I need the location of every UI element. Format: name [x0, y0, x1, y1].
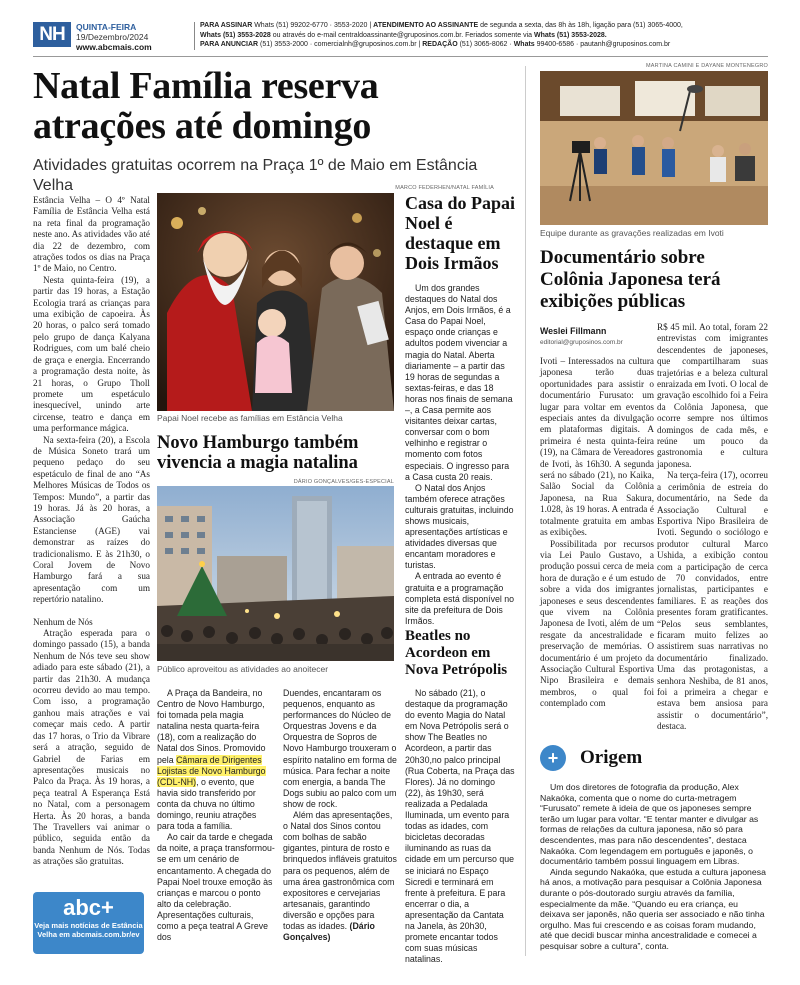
edition-date: 19/Dezembro/2024 — [76, 32, 149, 42]
nh-photo-credit: DÁRIO GONÇALVES/GES-ESPECIAL — [293, 479, 394, 485]
article-paragraph: A entrada ao evento é gratuita e a programação completa está disponível no site da prefeitura de Dois Irmãos. — [405, 571, 515, 626]
article-paragraph: O Natal dos Anjos também oferece atrações culturais gratuitas, incluindo shows musicais, apresentações artísticas e atividades diversas que encantam moradores e turistas. — [405, 482, 514, 571]
author-email[interactable]: editorial@gruposinos.com.br — [540, 339, 623, 346]
article-paragraph: R$ 45 mil. Ao total, foram 22 entrevistas com imigrantes descendentes de japoneses, que compartilharam suas trajetórias e a beleza cultural enraizada em Ivoti. O local de gravação escolhido foi a Feira da Colônia Japonesa, que ocorre sempre nos últimos domingos de cada mês, e reúne um pouco da gastronomia e cultura japonesa. — [657, 322, 768, 469]
doc-photo-credit: MARTINA CAMINI E DAYANE MONTENEGRO — [645, 63, 768, 69]
newsroom-whats-label: Whats — [513, 41, 535, 48]
edition-date-block — [76, 22, 152, 52]
article-paragraph: Na sexta-feira (20), a Escola de Música Soneto trará um pequeno pedaço do seu espetáculo de final de ano “As Melhores Músicas de Todos os Tempos: Mundo”, a partir das 19 horas. Já às 20 horas, a Associação Gaúcha Estanciense (AGE) vai demonstrar as raízes do tradicionalismo. E às 21h30, o Coral Jovem de Novo Hamburgo fará a sua apresentação com um repertório natalino. — [33, 434, 150, 605]
photo1-credit: MARCO FEDERHEN/NATAL FAMÍLIA — [395, 185, 494, 191]
origem-column — [540, 782, 768, 952]
natal-familia-column — [33, 195, 150, 868]
beatles-headline: Beatles no Acordeon em Nova Petrópolis — [405, 628, 508, 678]
newspaper-logo: NH — [33, 22, 71, 47]
article-paragraph: No sábado (21), o destaque da programação do evento Magia do Natal em Nova Petrópolis será o show The Beatles no Acordeon, a partir das 20h30,no palco principal (Rua Coberta, na Praça das Flores). Já no domingo (22), às 19h30, será realizada a Pedalada Iluminada, um evento para todas as idades, com bicicletas decoradas iluminando as ruas da cidade em um percurso que se iniciará no Espaço Sicredi e terminará em frente à prefeitura. E para encerrar o dia, a apresentação da Cantata na Janela, às 20h30, promete encantar todos com suas músicas natalinas. — [405, 688, 515, 965]
doc-column-2 — [657, 322, 768, 733]
santa-family-photo — [157, 193, 394, 411]
subscribe-contacts: Whats (51) 99202-6770 · 3553-2020 | — [252, 22, 374, 29]
contact-info — [200, 21, 780, 50]
nh-square-photo — [157, 486, 394, 661]
casa-headline: Casa do Papai Noel é destaque em Dois Irmãos — [405, 193, 516, 273]
photo1-caption: Papai Noel recebe as famílias em Estância Velha — [157, 413, 343, 423]
abc-brand: abc+ — [63, 895, 114, 920]
article-paragraph: Nesta quinta-feira (19), a partir das 19 horas, a Estação Ecologia trará as crianças para uma exibição de capoeira. Às 20 horas, o palco será tomado pelo grupo de dança Kalyana Rodrigues, com um balé cheio de graça e energia. Encerrando a programação desta noite, às 21 horas, o Grupo Tholl promete um espetáculo inesquecível, unindo arte circense, teatro e dança em uma performance mágica. — [33, 274, 150, 434]
advertise-contacts: (51) 3553-2000 · comercialnh@gruposinos.com.br | — [258, 41, 423, 48]
nh-photo-caption: Público aproveitou as atividades ao anoitecer — [157, 664, 329, 674]
article-paragraph: Um dos diretores de fotografia da produção, Alex Nakaóka, comenta que o nome do curta-metragem “Furusato” remete à ideia de que os japoneses sempre terão um lugar para voltar. “E tentar manter e divulgar as formas de relações da cultura japonesa, não só para descendentes, mas para não descendentes”, destaca Nakaóka. Com legendagem em português e japonês, o documentário também possui linguagem em Libras. — [540, 782, 759, 867]
newsroom-whats: 99400-6586 · pautanh@gruposinos.com.br — [534, 41, 671, 48]
article-paragraph: Duendes, encantaram os pequenos, enquanto as performances do Núcleo de Orquestras Jovens e da Orquestra de Sopros de Novo Hamburgo trouxeram o espírito natalino em forma de música. Para fechar a noite com energia, a banda The Dogs subiu ao palco com um show de rock. — [283, 688, 397, 809]
header-divider — [194, 22, 195, 50]
article-paragraph: Um dos grandes destaques do Natal dos Anjos, em Dois Irmãos, é a Casa do Papai Noel, espaço onde crianças e adultos podem vivenciar a magia do Natal. Aberta diariamente – a partir das 19 horas de segundas a sextas-feiras, e das 18 horas nos finais de semana –, a Casa permite aos visitantes deixar cartas, conversar com o bom velhinho e registrar o momento com fotos especiais. O ingresso para a Casa custa 20 reais. — [405, 283, 513, 482]
support-email: ou através do e-mail centraldoassinante@gruposinos.com.br. Feriados somente via — [270, 31, 534, 39]
article-paragraph: Possibilitada por recursos via Lei Paulo Gustavo, a produção possui cerca de meia hora de duração e é um estudo sobre a vida dos imigrantes japoneses e seus descendentes que vivem na Colônia Japonesa de Ivoti, além de um resgate da ancestralidade e preservação de memórias. O documentário é um projeto da Associação Cultural Esportiva Nipo Brasileira e demais membros, o qual foi contemplado com — [540, 538, 654, 709]
support-label: ATENDIMENTO AO ASSINANTE — [373, 22, 479, 29]
article-paragraph: Ao cair da tarde e chegada da noite, a praça transformou-se em um cenário de encantamento. A chegada do Papai Noel trouxe emoção às crianças e marcou o ponto alto da celebração. Apresentações culturais, como a peça teatral A Greve dos — [157, 832, 275, 943]
nh-column-b — [283, 688, 397, 943]
article-paragraph: Atração esperada para o domingo passado (15), a banda Nenhum de Nós teve seu show adiado para este sábado (21), a partir das 21h30. A mudança ocorreu devido ao mau tempo. Com isso, a programação ganhou mais atrações e vai começar mais cedo. A partir das 17 horas, o Trio da Vibrare será a atração, seguido de Gabriel de Farias em apresentações musicais no Palco da Praça. Às 19 horas, a peça teatral A Esperança Está no Natal, com a personagem Herta. Às 20 horas, a banda The Travellers vai animar o público, seguida então da banda Nenhum de Nós. Todas as atrações são gratuitas. — [33, 628, 150, 867]
header-rule — [33, 56, 768, 57]
newsroom-label: REDAÇÃO — [422, 41, 458, 48]
doc-photo-caption: Equipe durante as gravações realizadas em Ivoti — [540, 228, 724, 238]
article-paragraph: Estância Velha – O 4º Natal Família de Estância Velha está na reta final da programação neste ano. As atividades vão até dia 22 de dezembro, com atrações todos os dias na Praça 1º de Maio, no Centro. — [33, 195, 150, 274]
main-subheadline: Atividades gratuitas ocorrem na Praça 1º de Maio em Estância Velha — [33, 157, 478, 194]
article-paragraph: Ivoti – Interessados na cultura japonesa terão duas oportunidades para assistir o documentário Furusato: um lugar para voltar em eventos especiais antes da divulgação em plataformas digitais. A primeira é nesta quinta-feira (19), na Câmara de Vereadores de Ivoti, às 16h30. A segunda será no sábado (21), no Kaika, Salão Social da Colônia Japonesa, na Rua Sakura, 1.028, às 19 horas. A entrada é totalmente gratuita em ambas as exibições. — [540, 356, 654, 538]
main-headline: Natal Família reserva atrações até domingo — [33, 65, 379, 147]
site-url[interactable]: www.abcmais.com — [76, 42, 152, 52]
section-subtitle: Nenhum de Nós — [33, 616, 93, 627]
abc-promo-box[interactable] — [33, 892, 144, 954]
advertise-label: PARA ANUNCIAR — [200, 41, 259, 48]
doc-column-1 — [540, 356, 654, 710]
text-run: Além das apresentações, o Natal dos Sinos contou com bolhas de sabão gigantes, pintura de rosto e brinquedos infláveis gratuitos para os pequenos, além de uma área gastronômica com expositores e cervejarias artesanais, garantindo diversão e opções para todas as idades. — [283, 810, 397, 931]
subscribe-label: PARA ASSINAR — [200, 22, 253, 29]
beatles-column — [405, 688, 515, 965]
article-paragraph — [157, 688, 275, 832]
author-name: Weslei Fillmann — [540, 326, 607, 336]
text-run: A Praça da Bandeira, no Centro de Novo Hamburgo, foi tomada pela magia natalina nesta quarta-feira (18), com a realização do Natal dos Sinos. Promovido pela — [157, 688, 266, 765]
casa-column — [405, 283, 515, 627]
plus-icon: + — [540, 745, 566, 771]
doc-filming-photo — [540, 71, 768, 225]
support-whats: Whats (51) 3553-2028 — [200, 31, 271, 39]
article-paragraph — [283, 810, 397, 943]
article-paragraph: Ainda segundo Nakaóka, que estuda a cultura japonesa há anos, a motivação para pesquisar a Colônia Japonesa durante o pós-doutorado surgiu através da família, especialmente da mãe. “Quando eu era criança, eu deixava ser japonês, não queria ser associado e não tinha orgulho. Mas fui crescendo e as coisas foram mudando, até que decidi buscar minha ancestralidade e comecei a pesquisar sobre a cultura”, conta. — [540, 866, 766, 951]
nh-headline: Novo Hamburgo também vivencia a magia natalina — [157, 433, 359, 473]
newsroom-phone: (51) 3065-8062 · — [457, 41, 514, 48]
origem-title: Origem — [580, 747, 643, 768]
highlighted-text: Câmara de Dirigentes Lojistas de Novo Hamburgo (CDL-NH) — [157, 754, 266, 787]
nh-column-a — [157, 688, 275, 943]
column-divider — [525, 66, 526, 956]
text-run: , o evento, que havia sido transferido por conta da chuva no último domingo, reuniu atrações para toda a família. — [157, 776, 257, 832]
abc-promo-text: Veja mais notícias de Estância Velha em abcmais.com.br/ev — [34, 921, 143, 939]
weekday: QUINTA-FEIRA — [76, 22, 137, 32]
article-paragraph: Na terça-feira (17), ocorreu a cerimônia de estreia do documentário, na Sede da Associação Cultural e Esportiva Nipo Brasileira de Ivoti. Segundo o sociólogo e produtor cultural Marco Ushida, a exibição contou com a participação de cerca de 70 convidados, entre jornalistas, participantes e familiares. E as reações dos presentes foram gratificantes. “Pelos seus semblantes, ficaram muito felizes ao assistirem suas narrativas no documentário finalizado. Uma das protagonistas, a senhora Neshiba, de 81 anos, foi a primeira a chegar e estava bem ansiosa para assistir o documentário”, destaca. — [657, 470, 768, 732]
support-hours: de segunda a sexta, das 8h às 18h, ligação para (51) 3065-4000, — [478, 22, 683, 29]
doc-headline: Documentário sobre Colônia Japonesa terá exibições públicas — [540, 247, 721, 312]
holiday-whats: Whats (51) 3553-2028. — [533, 31, 607, 39]
author-sign: (Dário Gonçalves) — [283, 920, 375, 943]
